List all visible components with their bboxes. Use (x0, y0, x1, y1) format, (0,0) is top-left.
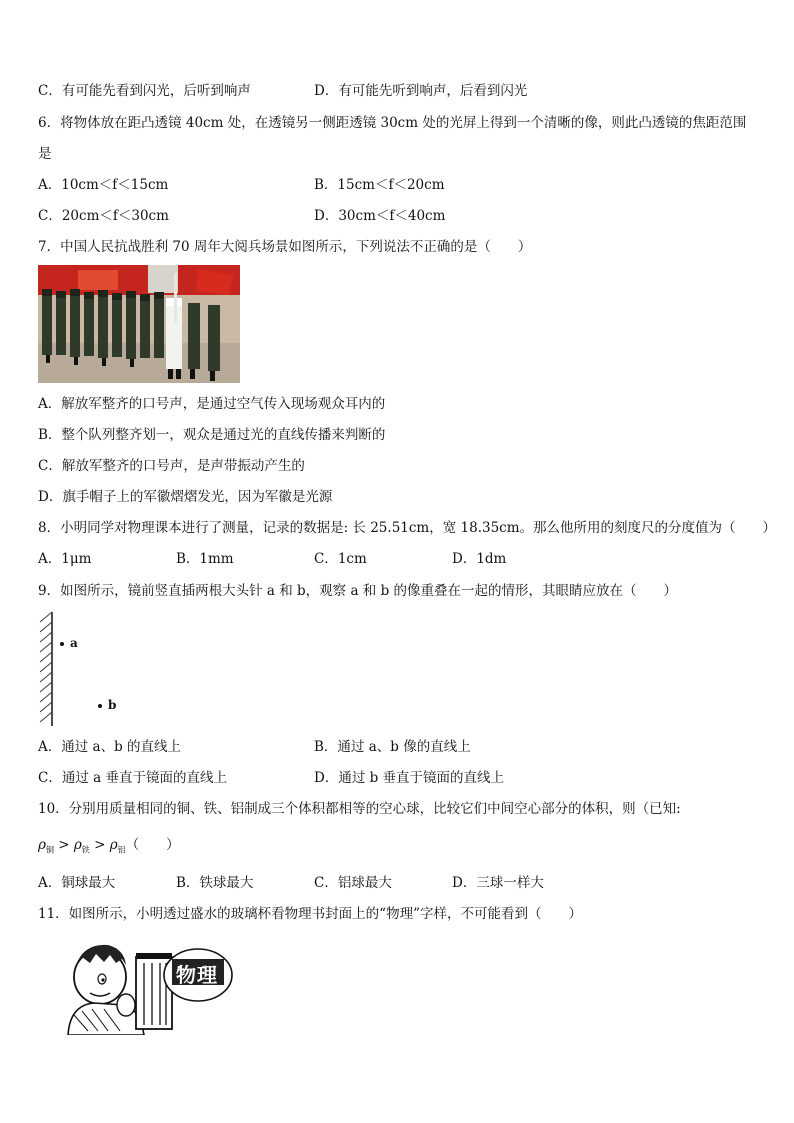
q5-option-c: C．有可能先看到闪光，后听到响声 (38, 83, 251, 99)
q10-stem: 10．分别用质量相同的铜、铁、铝制成三个体积都相等的空心球，比较它们中间空心部分的体积，则（已知: (38, 801, 681, 817)
q8-option-d: D．1dm (452, 551, 507, 567)
density-formula: $\rho_铜 > \rho_铁 > \rho_铝$（ ） (38, 837, 180, 855)
q10-option-d: D．三球一样大 (452, 875, 544, 891)
q6-option-c: C．20cm＜f＜30cm (38, 208, 169, 224)
q9-option-c: C．通过 a 垂直于镜面的直线上 (38, 770, 227, 786)
mirror-diagram (38, 608, 128, 730)
q6-option-d: D．30cm＜f＜40cm (314, 208, 446, 224)
q6-option-b: B．15cm＜f＜20cm (314, 177, 445, 193)
q8-stem: 8．小明同学对物理课本进行了测量，记录的数据是: 长 25.51cm，宽 18.35cm。那么他所用的刻度尺的分度值为（ ） (38, 520, 777, 536)
q10-option-a: A．铜球最大 (38, 875, 116, 891)
q9-option-b: B．通过 a、b 像的直线上 (314, 739, 471, 755)
q8-option-a: A．1μm (38, 551, 92, 567)
q6-stem-cont: 是 (38, 146, 52, 162)
parade-photo (38, 265, 240, 383)
q8-option-c: C．1cm (314, 551, 367, 567)
q5-option-d: D．有可能先听到响声，后看到闪光 (314, 83, 528, 99)
boy-glass-book-cartoon (64, 935, 236, 1035)
q7-option-d: D．旗手帽子上的军徽熠熠发光，因为军徽是光源 (38, 489, 333, 505)
book-title-text: 物理 (176, 963, 218, 987)
q7-option-c: C．解放军整齐的口号声，是声带振动产生的 (38, 458, 305, 474)
q7-option-a: A．解放军整齐的口号声，是通过空气传入现场观众耳内的 (38, 396, 386, 412)
q9-option-d: D．通过 b 垂直于镜面的直线上 (314, 770, 505, 786)
q9-option-a: A．通过 a、b 的直线上 (38, 739, 182, 755)
pin-a-label: a (70, 636, 78, 650)
q7-stem: 7．中国人民抗战胜利 70 周年大阅兵场景如图所示，下列说法不正确的是（ ） (38, 239, 532, 255)
q6-option-a: A．10cm＜f＜15cm (38, 177, 169, 193)
q9-stem: 9．如图所示，镜前竖直插两根大头针 a 和 b，观察 a 和 b 的像重叠在一起的情形，其眼睛应放在（ ） (38, 583, 678, 599)
q10-option-b: B．铁球最大 (176, 875, 254, 891)
q7-option-b: B．整个队列整齐划一，观众是通过光的直线传播来判断的 (38, 427, 386, 443)
pin-b-label: b (108, 698, 117, 712)
q11-stem: 11．如图所示，小明透过盛水的玻璃杯看物理书封面上的“物理”字样，不可能看到（ ） (38, 906, 582, 922)
q10-option-c: C．铝球最大 (314, 875, 392, 891)
q8-option-b: B．1mm (176, 551, 234, 567)
q6-stem: 6．将物体放在距凸透镜 40cm 处，在透镜另一侧距透镜 30cm 处的光屏上得到一个清晰的像，则此凸透镜的焦距范围 (38, 115, 747, 131)
